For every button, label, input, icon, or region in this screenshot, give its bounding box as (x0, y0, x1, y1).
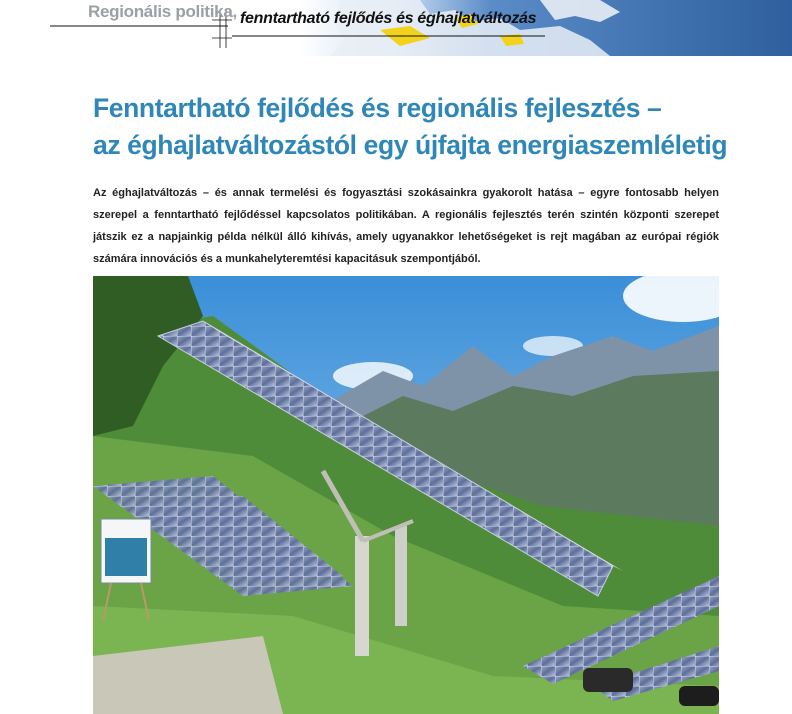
header-band (0, 0, 792, 56)
article-lead: Az éghajlatváltozás – és annak termelési és fogyasztási szokásainkra gyakorolt hatása – egyre fontosabb helyen szerepel a fenntartható fejlődéssel kapcsolatos politikában. A regionális fejlesztés terén szintén központi szerepet játszik ez a napjainkig példa nélkül álló kihívás, amely ugyanakkor lehetőségeket is rejt magában az európai régiók számára innovációs és a munkahelyteremtési kapacitásuk szempontjából. (93, 187, 719, 265)
solar-field-photo (93, 276, 719, 714)
photo-illustration (93, 276, 719, 714)
article-title-line-2: az éghajlatváltozástól egy újfajta energiaszemléletig (93, 130, 728, 160)
article-title (93, 90, 733, 164)
section-label: Regionális politika, (88, 2, 237, 21)
article-title-line-1: Fenntartható fejlődés és regionális fejlesztés – (93, 93, 662, 123)
section-subtitle: fenntartható fejlődés és éghajlatváltozás (240, 10, 537, 27)
